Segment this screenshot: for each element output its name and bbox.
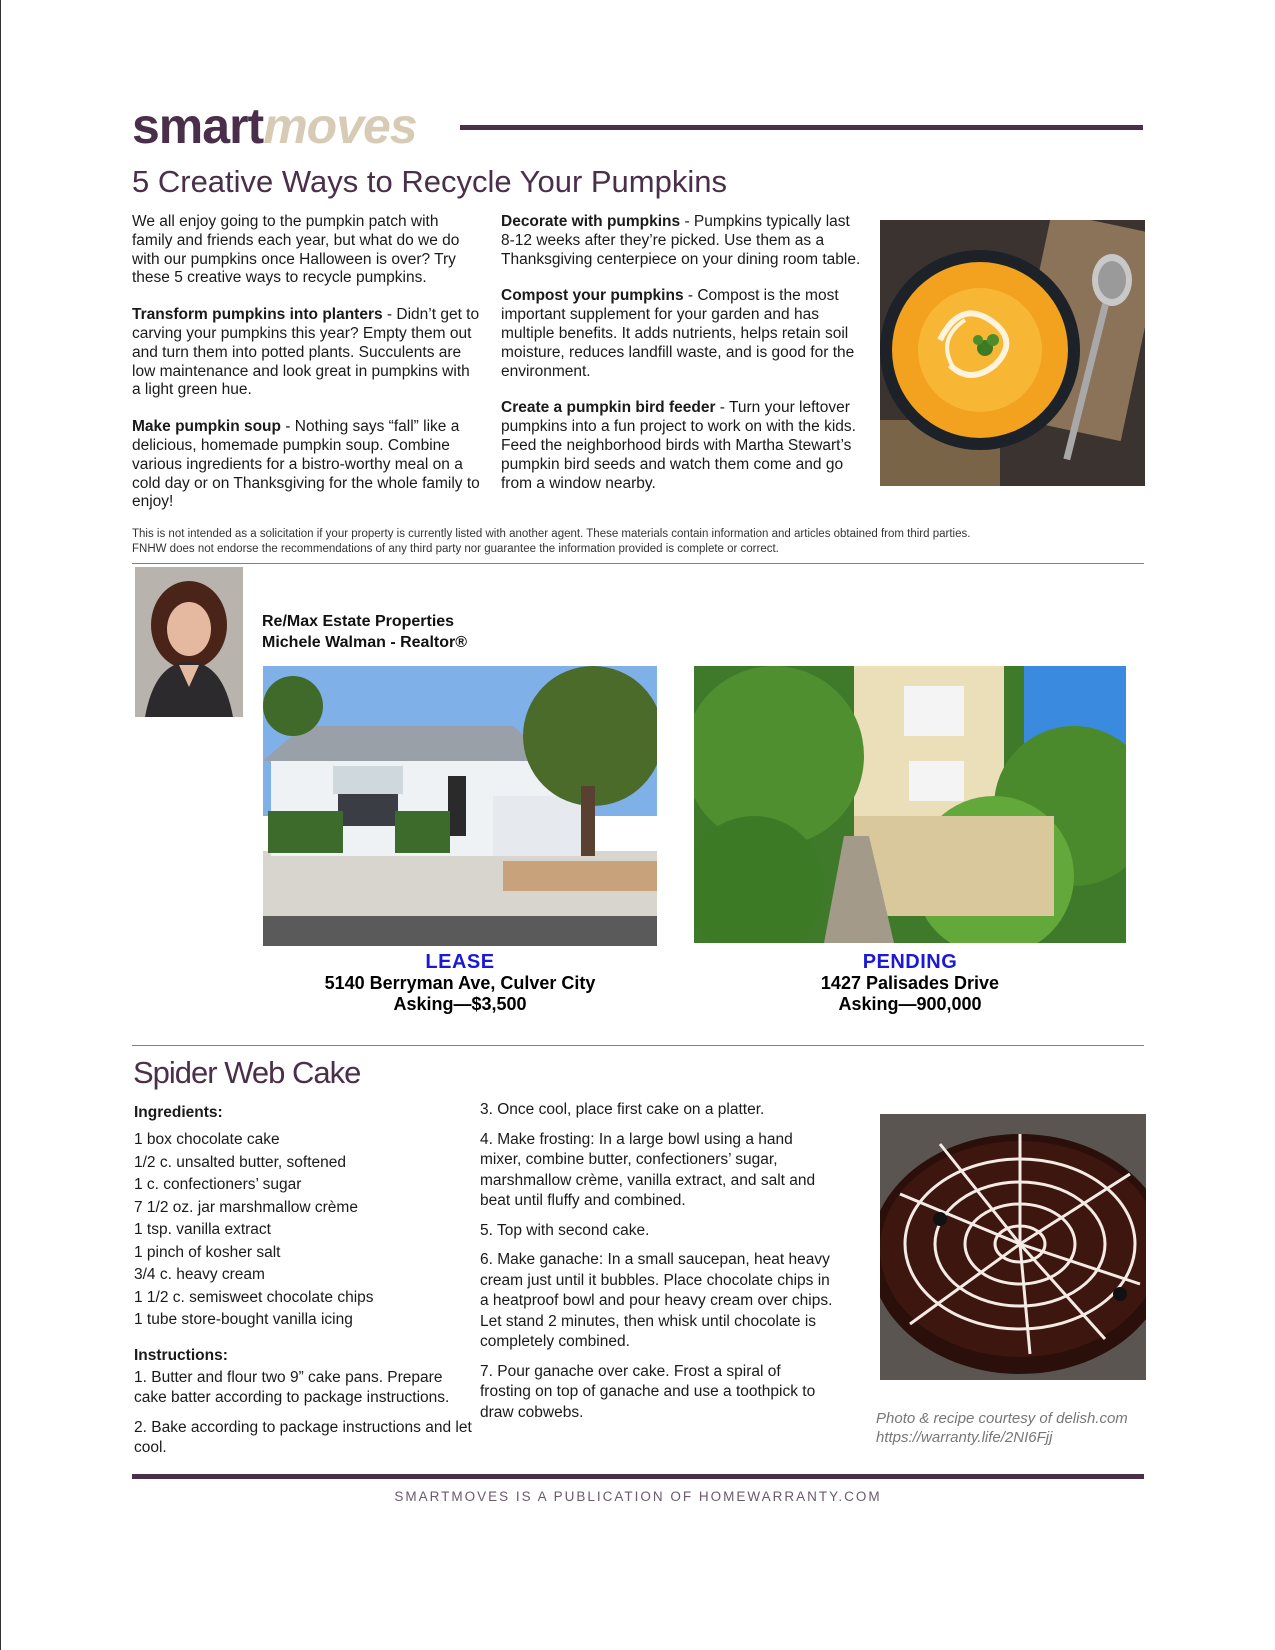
ingredient-item: 1 c. confectioners’ sugar <box>134 1176 302 1193</box>
tip-text: - Nothing says “fall” like a delicious, homemade pumpkin soup. Combine various ingredients for a bistro-worthy meal on a cold day or on Thanksgiving for the whole family to enjoy! <box>132 418 480 511</box>
ingredient-item: 1 tsp. vanilla extract <box>134 1221 271 1238</box>
listing-address: 5140 Berryman Ave, Culver City <box>324 973 596 993</box>
tip-text: - Compost is the most important supplement for your garden and has multiple benefits. It adds nutrients, helps retain soil moisture, reduces landfill waste, and is good for the environment. <box>501 287 855 380</box>
agent-name: Michele Walman - Realtor® <box>262 634 468 651</box>
agent-photo <box>135 567 243 717</box>
tip-planters <box>132 306 482 400</box>
disclaimer-line-2: FNHW does not endorse the recommendations of any third party nor guarantee the information provided is complete or correct. <box>132 543 779 555</box>
tip-heading: Compost your pumpkins <box>501 287 684 305</box>
listing-berryman <box>263 952 657 1015</box>
tip-text: - Turn your leftover pumpkins into a fun project to work on with the kids. Feed the neighborhood birds with Martha Stewart’s pumpkin bird seeds and watch them come and go from a window nearby. <box>501 399 856 492</box>
listing-price: Asking—900,000 <box>838 994 982 1014</box>
ingredient-item: 1 tube store-bought vanilla icing <box>134 1311 353 1328</box>
tip-decorate <box>501 213 861 269</box>
recipe-title: Spider Web Cake <box>133 1055 361 1090</box>
ingredient-item: 1 box chocolate cake <box>134 1131 280 1148</box>
section-divider <box>132 563 1144 564</box>
instruction-step: 6. Make ganache: In a small saucepan, heat heavy cream just until it bubbles. Place chocolate chips in a heatproof bowl and pour heavy cream over chips. Let stand 2 minutes, then whisk until chocolate is completely combined. <box>480 1251 833 1350</box>
footer-publication: SMARTMOVES IS A PUBLICATION OF HOMEWARRANTY.COM <box>394 1489 882 1504</box>
listing-address: 1427 Palisades Drive <box>820 973 1000 993</box>
instructions-title: Instructions: <box>134 1346 228 1364</box>
tip-heading: Decorate with pumpkins <box>501 213 681 230</box>
recipe-column-left <box>134 1103 474 1468</box>
instruction-step: 2. Bake according to package instructions and let cool. <box>134 1418 472 1456</box>
credit-source: Photo & recipe courtesy of delish.com <box>876 1410 1128 1427</box>
section-divider <box>132 1045 1144 1046</box>
recipe-column-right <box>480 1100 835 1432</box>
instruction-step: 1. Butter and flour two 9” cake pans. Prepare cake batter according to package instructions. <box>134 1368 450 1406</box>
tip-text: - Pumpkins typically last 8-12 weeks after they’re picked. Use them as a Thanksgiving centerpiece on your dining room table. <box>501 213 861 268</box>
listing-status: PENDING <box>862 951 958 973</box>
disclaimer <box>132 527 1142 557</box>
tip-text: - Didn’t get to carving your pumpkins this year? Empty them out and turn them into potted plants. Succulents are low maintenance and look great in pumpkins with a light green hue. <box>132 306 480 399</box>
tip-heading: Make pumpkin soup <box>132 418 281 436</box>
masthead-smart: smart <box>132 98 264 154</box>
instruction-step: 4. Make frosting: In a large bowl using a hand mixer, combine butter, confectioners’ sugar, marshmallow crème, vanilla extract, and salt and beat until fluffy and combined. <box>480 1130 816 1209</box>
agent-company: Re/Max Estate Properties <box>262 613 455 630</box>
agent-info <box>262 611 467 653</box>
article-title: 5 Creative Ways to Recycle Your Pumpkins <box>132 164 727 199</box>
credit-link[interactable]: https://warranty.life/2NI6Fjj <box>876 1429 1053 1446</box>
article-intro: We all enjoy going to the pumpkin patch with family and friends each year, but what do we do with our pumpkins once Halloween is over? Try these 5 creative ways to recycle pumpkins. <box>132 213 460 287</box>
listing-photo-palisades <box>694 666 1126 943</box>
tip-bird-feeder <box>501 399 861 493</box>
tip-soup <box>132 418 482 512</box>
page-border <box>0 0 1 1650</box>
instruction-step: 3. Once cool, place first cake on a platter. <box>480 1101 765 1118</box>
article-column-left <box>132 213 482 530</box>
instruction-step: 7. Pour ganache over cake. Frost a spiral of frosting on top of ganache and use a toothpick to draw cobwebs. <box>480 1362 816 1421</box>
footer-rule <box>132 1474 1144 1479</box>
ingredient-item: 1 pinch of kosher salt <box>134 1243 281 1261</box>
instruction-step: 5. Top with second cake. <box>480 1221 650 1239</box>
tip-compost <box>501 287 861 381</box>
listing-photo-berryman <box>263 666 657 946</box>
tip-heading: Transform pumpkins into planters <box>132 306 383 324</box>
masthead-rule <box>460 125 1143 130</box>
disclaimer-line-1: This is not intended as a solicitation if your property is currently listed with another agent. These materials contain information and articles obtained from third parties. <box>132 528 971 540</box>
tip-heading: Create a pumpkin bird feeder <box>501 399 716 417</box>
spider-web-cake-photo <box>880 1114 1146 1380</box>
ingredients-list <box>134 1129 474 1332</box>
photo-credit <box>876 1409 1128 1447</box>
ingredient-item: 1/2 c. unsalted butter, softened <box>134 1153 346 1171</box>
pumpkin-soup-photo <box>880 220 1145 486</box>
ingredient-item: 7 1/2 oz. jar marshmallow crème <box>134 1198 358 1216</box>
listing-status: LEASE <box>425 951 495 973</box>
listing-price: Asking—$3,500 <box>393 994 527 1014</box>
listing-palisades <box>694 952 1126 1015</box>
ingredients-title: Ingredients: <box>134 1104 223 1121</box>
ingredient-item: 1 1/2 c. semisweet chocolate chips <box>134 1288 374 1306</box>
article-column-right <box>501 213 861 511</box>
masthead-logo <box>132 96 417 156</box>
masthead-moves: moves <box>263 98 417 154</box>
ingredient-item: 3/4 c. heavy cream <box>134 1266 265 1283</box>
